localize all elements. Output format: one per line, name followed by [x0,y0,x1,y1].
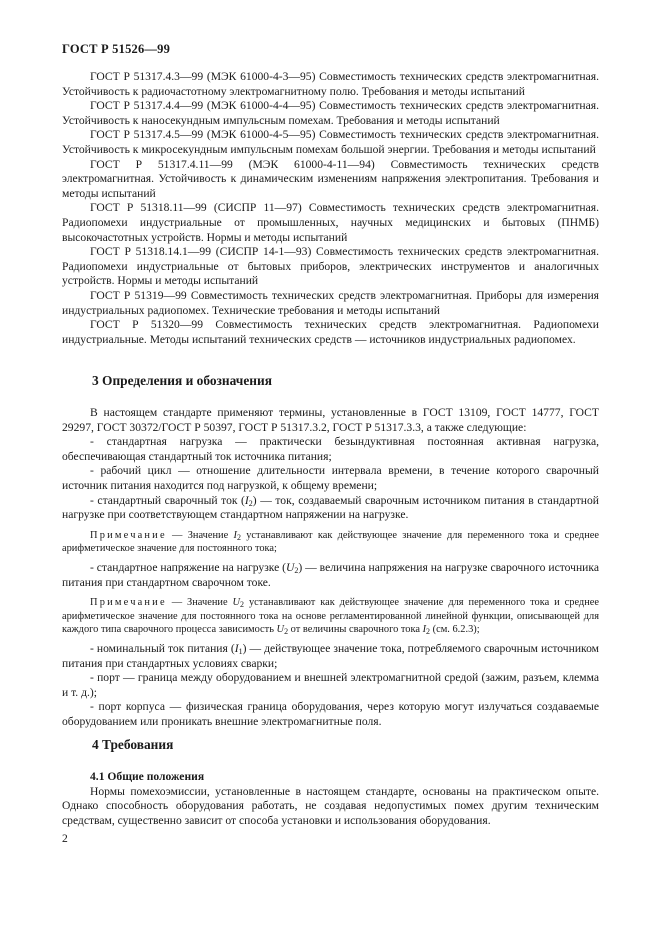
reference-item: ГОСТ Р 51318.11—99 (СИСПР 11—97) Совместимость технических средств электромагнитная. Радиопомехи индустриальные от промышленных, научных медицинских и бытовых (ПНМБ) высокочастотных устройств. Нормы и методы испытаний [62,201,599,244]
document-header: ГОСТ Р 51526—99 [62,42,171,56]
section-3-intro: В настоящем стандарте применяют термины, установленные в ГОСТ 13109, ГОСТ 14777, ГОСТ 29297, ГОСТ 30372/ГОСТ Р 50397, ГОСТ Р 51317.3.2, ГОСТ Р 51317.3.3, а также следующие: [62,406,599,434]
definition-load-voltage: - стандартное напряжение на нагрузке $(U_2)$ — величина напряжения на нагрузке сварочного источника питания при стандартном сварочном токе. [62,561,599,589]
symbol-u: U [232,597,241,609]
subsection-4-1-heading: 4.1 Общие положения [90,770,205,783]
symbol-u: U [276,623,285,635]
note-label: Примечание [90,597,167,609]
symbol-u: U [286,561,295,575]
definition-duty-cycle: - рабочий цикл — отношение длительности интервала времени, в течение которого сварочный источник питания находится под нагрузкой, к общему времени; [62,464,599,492]
section-3-heading: 3 Определения и обозначения [92,373,272,388]
reference-item: ГОСТ Р 51317.4.4—99 (МЭК 61000-4-4—95) Совместимость технических средств электромагнитная. Устойчивость к наносекундным импульсным помехам. Требования и методы испытаний [62,99,599,127]
symbol-i: I [234,641,239,655]
reference-item: ГОСТ Р 51320—99 Совместимость технических средств электромагнитная. Радиопомехи индустриальные. Методы испытаний технических средств — источников индустриальных радиопомех. [62,318,599,346]
reference-item: ГОСТ Р 51317.4.5—99 (МЭК 61000-4-5—95) Совместимость технических средств электромагнитная. Устойчивость к микросекундным импульсным помехам большой энергии. Требования и методы испытаний [62,128,599,156]
section-4-body [62,770,599,828]
definition-enclosure-port: - порт корпуса — физическая граница оборудования, через которую могут излучаться создаваемые оборудованием или проникать внешние электромагнитные поля. [62,700,599,728]
symbol-i: I [233,529,237,541]
definition-standard-load: - стандартная нагрузка — практически безындуктивная постоянная активная нагрузка, обеспечивающая стандартный ток источника питания; [62,435,599,463]
reference-item: ГОСТ Р 51318.14.1—99 (СИСПР 14-1—93) Совместимость технических средств электромагнитная. Радиопомехи индустриальные от бытовых приборов, электрических инструментов и аналогичных устройств. Нормы и методы испытаний [62,245,599,288]
section-3-body [62,406,599,730]
reference-item: ГОСТ Р 51319—99 Совместимость технических средств электромагнитная. Приборы для измерения индустриальных радиопомех. Технические требования и методы испытаний [62,288,599,317]
symbol-i: I [422,623,427,635]
section-4-heading: 4 Требования [92,737,174,752]
definition-welding-current: - стандартный сварочный ток $(I_2)$ — ток, создаваемый сварочным источником питания в стандартной нагрузке при соответствующем стандартном напряжении на нагрузке. [62,493,599,522]
note-label: Примечание [90,529,167,541]
reference-item: ГОСТ Р 51317.4.11—99 (МЭК 61000-4-11—94) Совместимость технических средств электромагнитная. Устойчивость к динамическим изменениям напряжения электропитания. Требования и методы испытаний [62,157,599,200]
page-number: 2 [62,832,68,845]
references-list [62,70,599,347]
symbol-i: I [244,493,249,507]
note-1: Примечание — Значение $I_2$ устанавливают как действующее значение для переменного тока и среднее арифметическое значение для постоянного тока; [62,529,599,554]
subsection-4-1-text: Нормы помехоэмиссии, установленные в настоящем стандарте, основаны на практическом опыте. Однако способность оборудования работать, не создавая недопустимых помех другим техническим средствам, существенно зависит от способа установки и использования оборудования. [62,784,599,827]
reference-item: ГОСТ Р 51317.4.3—99 (МЭК 61000-4-3—95) Совместимость технических средств электромагнитная. Устойчивость к радиочастотному электромагнитному полю. Требования и методы испытаний [62,70,599,98]
definition-supply-current: - номинальный ток питания $(I_1)$ — действующее значение тока, потребляемого сварочным источником питания при стандартных условиях сварки; [62,641,599,670]
definition-port: - порт — граница между оборудованием и внешней электромагнитной средой (зажим, разъем, клемма и т. д.); [62,671,599,699]
note-2: Примечание — Значение $U_2$ устанавливают как действующее значение для переменного тока и среднее арифметическое значение для постоянного тока на основе регламентированной линейной функции, описывающей для каждого типа сварочного процесса зависимость $U_2$ от величины сварочного тока $I_2$ (см. 6.2.3); [62,597,600,636]
